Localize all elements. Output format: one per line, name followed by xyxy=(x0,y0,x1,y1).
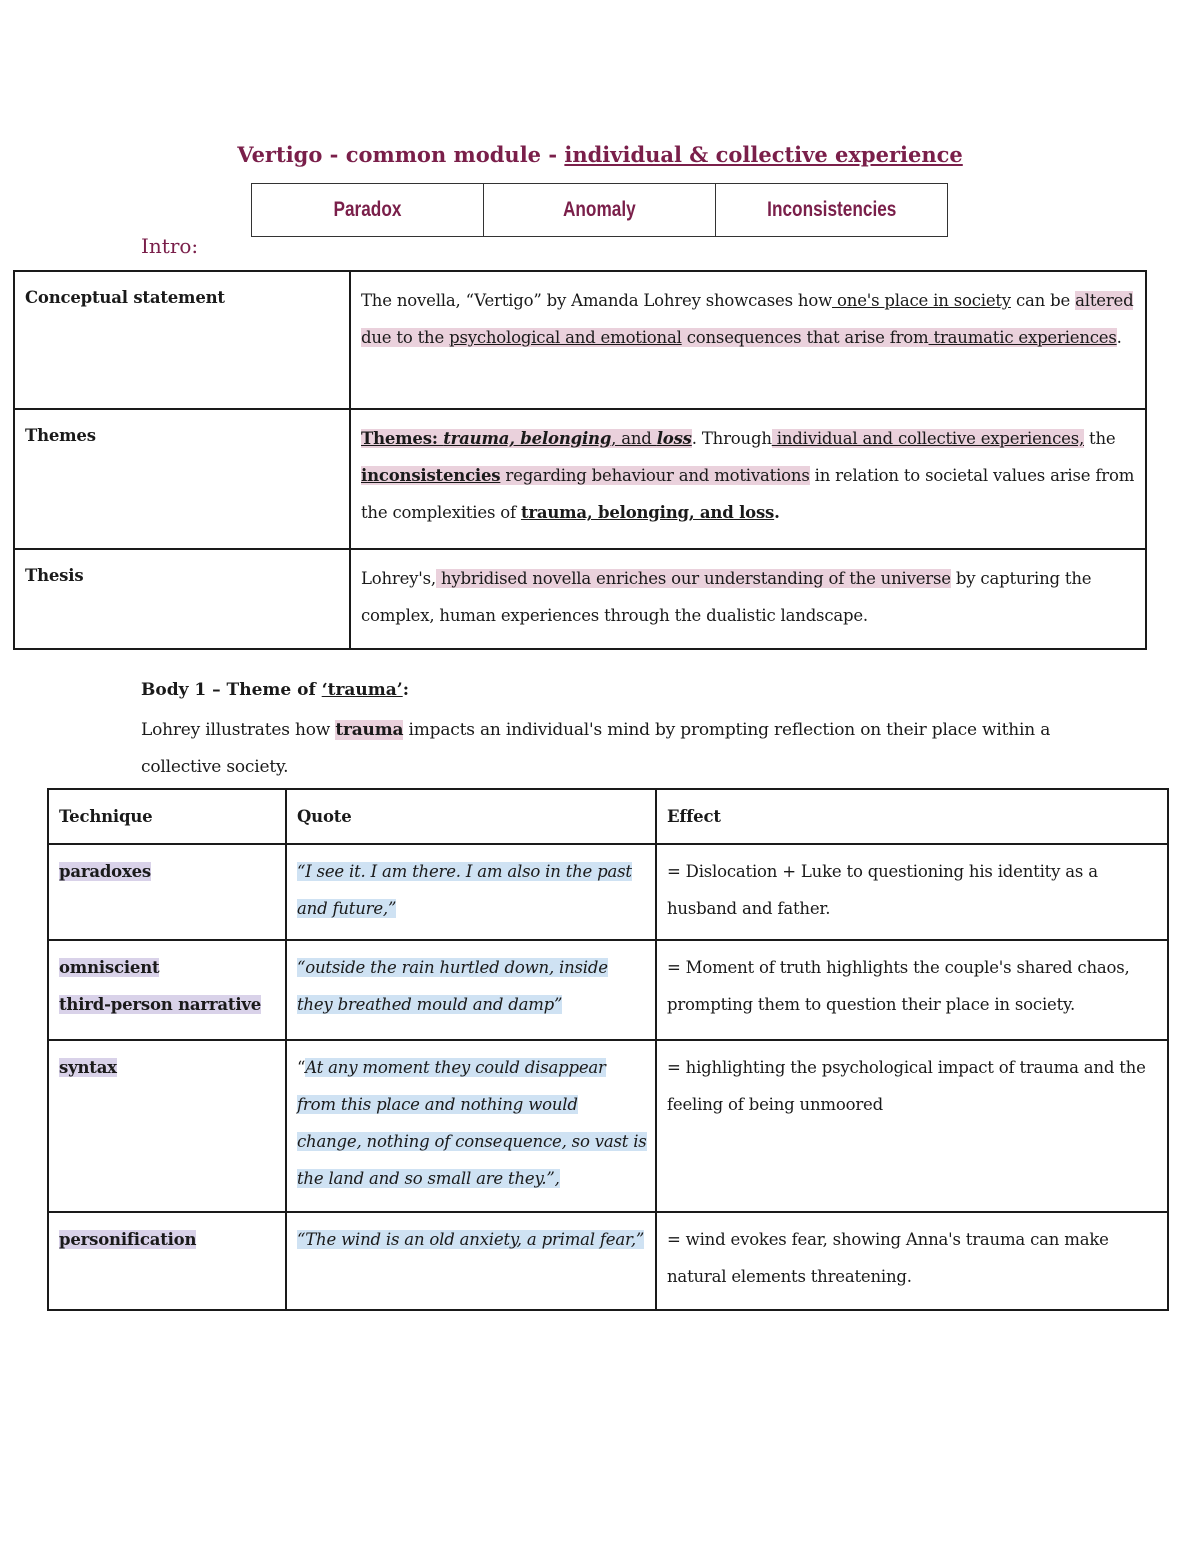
technique-cell: paradoxes xyxy=(48,844,286,940)
title-underlined: individual & collective experience xyxy=(564,142,963,167)
thesis-label: Thesis xyxy=(14,549,350,649)
table-row xyxy=(48,844,1168,940)
header-effect: Effect xyxy=(656,789,1168,844)
body1-heading: Body 1 – Theme of ‘trauma’: xyxy=(141,680,409,700)
keyword-paradox: Paradox xyxy=(252,184,484,237)
themes-text: Themes: trauma, belonging, and loss. Through individual and collective experiences, the inconsistencies regarding behaviour and motivations in relation to societal values arise from the complexities of trauma, belonging, and loss. xyxy=(350,409,1146,549)
table-row xyxy=(48,1212,1168,1310)
themes-label: Themes xyxy=(14,409,350,549)
keywords-table xyxy=(251,183,948,237)
effect-cell: = Dislocation + Luke to questioning his identity as a husband and father. xyxy=(656,844,1168,940)
header-quote: Quote xyxy=(286,789,656,844)
intro-row-conceptual xyxy=(14,271,1146,409)
table-row xyxy=(48,940,1168,1040)
technique-cell: omniscient third-person narrative xyxy=(48,940,286,1040)
quote-cell: “outside the rain hurtled down, inside they breathed mould and damp” xyxy=(286,940,656,1040)
conceptual-label: Conceptual statement xyxy=(14,271,350,409)
technique-table-header xyxy=(48,789,1168,844)
keyword-inconsistencies: Inconsistencies xyxy=(716,184,948,237)
quote-cell: “At any moment they could disappear from this place and nothing would change, nothing of consequence, so vast is the land and so small are they.”, xyxy=(286,1040,656,1212)
thesis-text: Lohrey's, hybridised novella enriches our understanding of the universe by capturing the complex, human experiences through the dualistic landscape. xyxy=(350,549,1146,649)
intro-table xyxy=(13,270,1147,650)
quote-cell: “I see it. I am there. I am also in the past and future,” xyxy=(286,844,656,940)
document-title xyxy=(0,142,1200,167)
intro-row-thesis xyxy=(14,549,1146,649)
technique-cell: personification xyxy=(48,1212,286,1310)
title-prefix: Vertigo - common module - xyxy=(237,142,565,167)
intro-label: Intro: xyxy=(141,234,199,258)
effect-cell: = Moment of truth highlights the couple's shared chaos, prompting them to question their place in society. xyxy=(656,940,1168,1040)
effect-cell: = highlighting the psychological impact of trauma and the feeling of being unmoored xyxy=(656,1040,1168,1212)
technique-table xyxy=(47,788,1169,1311)
keyword-anomaly: Anomaly xyxy=(484,184,716,237)
body1-intro-text: Lohrey illustrates how trauma impacts an individual's mind by prompting reflection on their place within a collective society. xyxy=(141,720,1051,777)
conceptual-text: The novella, “Vertigo” by Amanda Lohrey showcases how one's place in society can be altered due to the psychological and emotional consequences that arise from traumatic experiences. xyxy=(350,271,1146,409)
intro-row-themes xyxy=(14,409,1146,549)
technique-cell: syntax xyxy=(48,1040,286,1212)
effect-cell: = wind evokes fear, showing Anna's trauma can make natural elements threatening. xyxy=(656,1212,1168,1310)
quote-cell: “The wind is an old anxiety, a primal fear,” xyxy=(286,1212,656,1310)
header-technique: Technique xyxy=(48,789,286,844)
table-row xyxy=(48,1040,1168,1212)
